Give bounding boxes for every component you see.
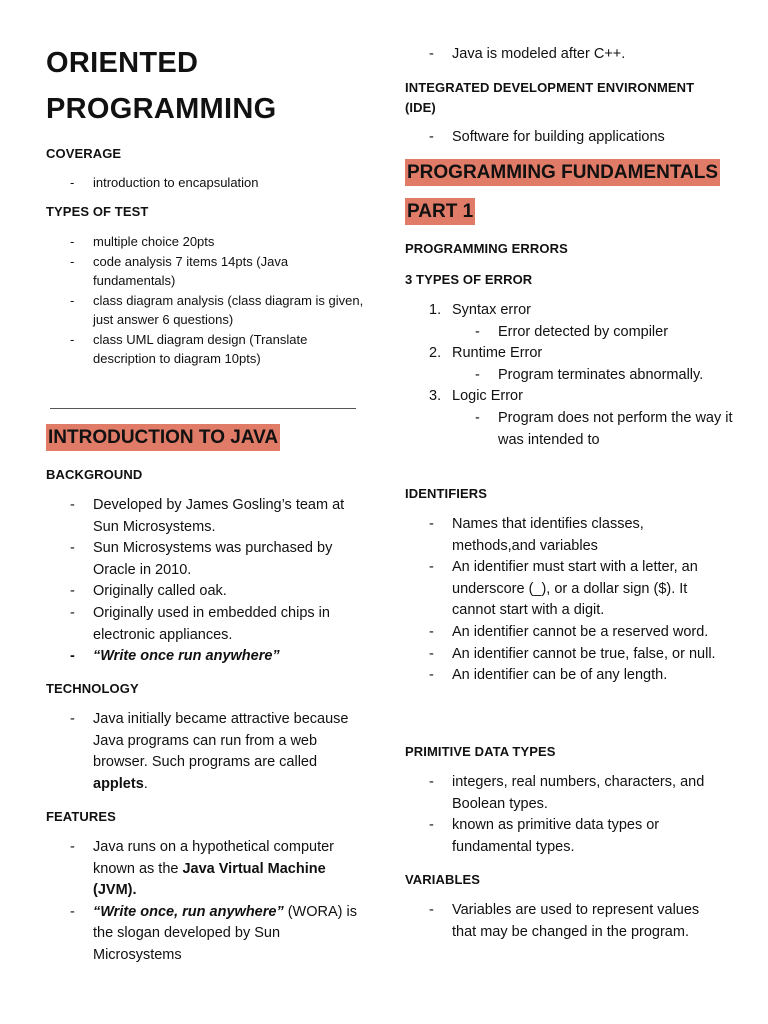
list-item: - Variables are used to represent values that may be changed in the program.	[405, 900, 725, 943]
item-number: 2.	[429, 345, 442, 362]
list-item	[46, 902, 364, 967]
list-item	[405, 386, 735, 408]
list-item: - integers, real numbers, characters, and Boolean types.	[405, 772, 725, 815]
list-item	[46, 837, 364, 902]
list-item: - Software for building applications	[405, 127, 735, 149]
list-item: - An identifier cannot be true, false, or null.	[405, 644, 725, 666]
sub-list-item: - Program terminates abnormally.	[475, 366, 704, 383]
types-of-test-heading: TYPES OF TEST	[46, 204, 149, 219]
error-types-list	[405, 300, 735, 451]
list-item	[405, 300, 735, 322]
list-item: - Originally called oak.	[46, 581, 364, 603]
slogan-quote: “Write once run anywhere”	[93, 648, 280, 665]
intro-java-heading: INTRODUCTION TO JAVA	[46, 424, 280, 451]
list-item: - Java is modeled after C++.	[405, 44, 735, 66]
wora-quote: “Write once, run anywhere”	[93, 903, 284, 920]
list-item	[46, 646, 364, 668]
list-item: - Developed by James Gosling’s team at Sun Microsystems.	[46, 495, 364, 538]
list-item	[46, 709, 364, 795]
list-item: - An identifier cannot be a reserved word.	[405, 622, 725, 644]
page-title-line-1: ORIENTED	[46, 47, 199, 79]
variables-list	[405, 900, 725, 943]
page-title-line-2: PROGRAMMING	[46, 93, 277, 125]
ide-heading: INTEGRATED DEVELOPMENT ENVIRONMENT (IDE)	[405, 80, 695, 115]
three-types-heading: 3 TYPES OF ERROR	[405, 272, 533, 287]
identifiers-list	[405, 514, 725, 687]
wora-text: (WORA) is the slogan developed by Sun Microsystems	[93, 903, 357, 963]
item-number: 1.	[429, 302, 442, 318]
background-list	[46, 495, 364, 668]
programming-errors-heading: PROGRAMMING ERRORS	[405, 241, 568, 256]
list-item: - Sun Microsystems was purchased by Oracle in 2010.	[46, 538, 364, 581]
sub-list-item: - Program does not perform the way it was intended to	[475, 409, 733, 448]
jvm-term: Java Virtual Machine (JVM).	[93, 860, 326, 899]
list-item: - code analysis 7 items 14pts (Java fundamentals)	[46, 252, 364, 291]
list-item: - Originally used in embedded chips in electronic appliances.	[46, 603, 364, 646]
technology-list	[46, 709, 364, 795]
item-number: 3.	[429, 388, 442, 405]
technology-end: .	[143, 775, 148, 792]
error-description: Error detected by compiler	[498, 323, 669, 340]
features-list	[46, 837, 364, 967]
sub-list-item: - Error detected by compiler	[475, 323, 669, 340]
primitive-heading: PRIMITIVE DATA TYPES	[405, 744, 556, 759]
list-item: - An identifier can be of any length.	[405, 665, 725, 687]
cpp-list	[405, 44, 735, 66]
identifiers-heading: IDENTIFIERS	[405, 486, 487, 501]
background-heading: BACKGROUND	[46, 467, 143, 482]
list-item: - Names that identifies classes, methods,and variables	[405, 514, 725, 557]
technology-text: Java initially became attractive because Java programs can run from a web browser. Such programs are called	[93, 711, 349, 771]
list-item: - An identifier must start with a letter, an underscore (_), or a dollar sign ($). It cannot start with a digit.	[405, 557, 725, 622]
list-item: - multiple choice 20pts	[46, 232, 364, 252]
technology-heading: TECHNOLOGY	[46, 681, 139, 696]
list-item: - known as primitive data types or fundamental types.	[405, 815, 725, 858]
list-item: - class diagram analysis (class diagram is given, just answer 6 questions)	[46, 291, 364, 330]
features-heading: FEATURES	[46, 809, 116, 824]
list-item	[405, 343, 735, 365]
prog-fundamentals-heading: PROGRAMMING FUNDAMENTALS	[405, 159, 720, 186]
coverage-heading: COVERAGE	[46, 146, 122, 161]
list-item: - introduction to encapsulation	[46, 173, 364, 193]
variables-heading: VARIABLES	[405, 872, 481, 887]
part-1-heading: PART 1	[405, 198, 475, 225]
error-label: Logic Error	[452, 388, 523, 405]
types-of-test-list	[46, 232, 364, 369]
section-divider	[50, 408, 356, 409]
error-label: Runtime Error	[452, 345, 543, 362]
list-item: - class UML diagram design (Translate description to diagram 10pts)	[46, 330, 364, 369]
ide-list	[405, 127, 735, 149]
coverage-list	[46, 173, 364, 193]
primitive-list	[405, 772, 725, 858]
error-label: Syntax error	[452, 302, 531, 318]
feature-text: Java runs on a hypothetical computer known as the	[93, 839, 334, 877]
error-description: Program terminates abnormally.	[498, 366, 704, 383]
error-description: Program does not perform the way it was intended to	[498, 409, 733, 448]
applets-term: applets	[93, 775, 144, 792]
